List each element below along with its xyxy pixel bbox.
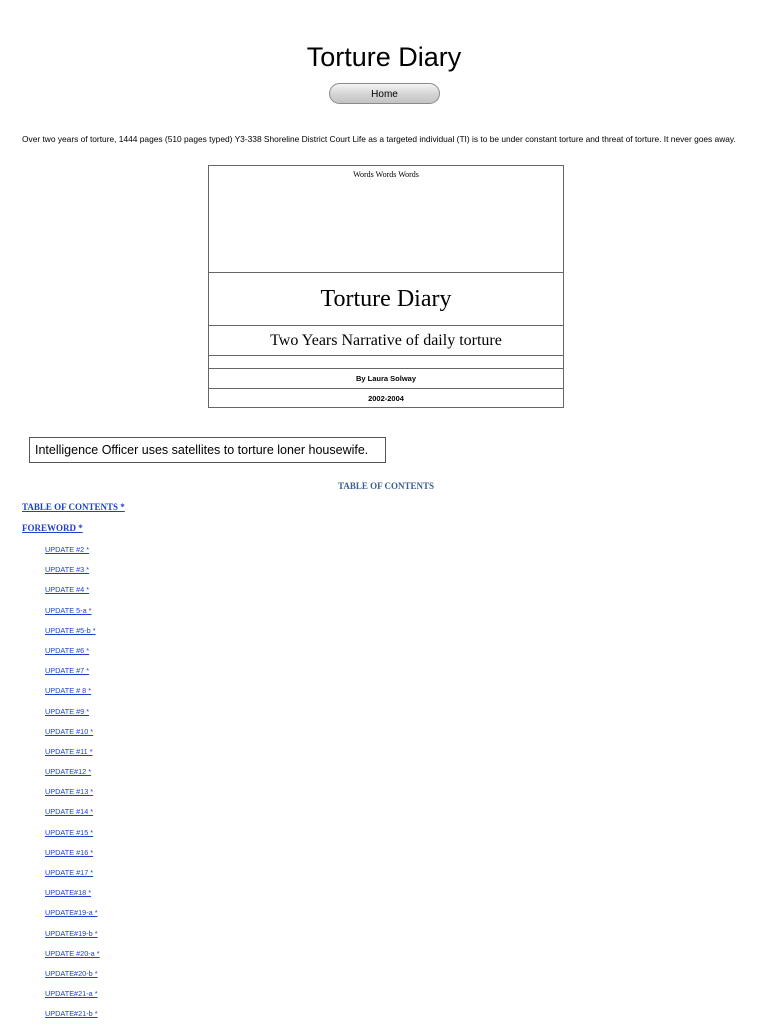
list-item xyxy=(45,968,100,988)
cover-subtitle: Two Years Narrative of daily torture xyxy=(270,332,502,349)
cover-table xyxy=(208,165,564,408)
list-item xyxy=(45,685,100,705)
list-item xyxy=(45,544,100,564)
update-link[interactable]: UPDATE #14 * xyxy=(45,807,94,817)
cover-years: 2002-2004 xyxy=(368,394,404,403)
list-item xyxy=(45,1008,100,1028)
update-link[interactable]: UPDATE #16 * xyxy=(45,847,94,857)
home-button[interactable]: Home xyxy=(329,83,440,104)
list-item xyxy=(45,665,100,685)
toc-link-foreword[interactable]: FOREWORD * xyxy=(22,523,83,533)
list-item xyxy=(45,625,100,645)
list-item xyxy=(45,726,100,746)
list-item xyxy=(45,948,100,968)
list-item xyxy=(45,645,100,665)
page-title: Torture Diary xyxy=(306,42,462,72)
list-item xyxy=(45,766,100,786)
update-link[interactable]: UPDATE#20-b * xyxy=(45,968,98,978)
toc-heading: TABLE OF CONTENTS xyxy=(337,481,435,491)
update-link[interactable]: UPDATE #9 * xyxy=(45,706,90,716)
list-item xyxy=(45,806,100,826)
cover-top-label: Words Words Words xyxy=(353,170,419,179)
update-link[interactable]: UPDATE #7 * xyxy=(45,666,90,676)
list-item xyxy=(45,887,100,907)
update-link[interactable]: UPDATE #13 * xyxy=(45,787,94,797)
update-link[interactable]: UPDATE 5-a * xyxy=(45,605,92,615)
list-item xyxy=(45,928,100,948)
toc-link-table-of-contents[interactable]: TABLE OF CONTENTS * xyxy=(22,502,125,512)
update-link[interactable]: UPDATE #10 * xyxy=(45,726,94,736)
list-item xyxy=(45,584,100,604)
update-link[interactable]: UPDATE#21-b * xyxy=(45,1009,98,1019)
update-link[interactable]: UPDATE#21-a * xyxy=(45,989,98,999)
update-link[interactable]: UPDATE #6 * xyxy=(45,645,90,655)
update-link[interactable]: UPDATE #11 * xyxy=(45,746,93,756)
update-link[interactable]: UPDATE #2 * xyxy=(45,545,90,554)
list-item xyxy=(45,827,100,847)
update-link[interactable]: UPDATE #17 * xyxy=(45,868,94,877)
cover-years-row xyxy=(209,388,563,408)
update-link[interactable]: UPDATE # 8 * xyxy=(45,686,92,696)
intro-text: Over two years of torture, 1444 pages (510 pages typed) Y3-338 Shoreline District Court Life as a targeted individual (TI) is to be under constant torture and threat of torture. It never goes away. xyxy=(22,134,736,144)
update-link[interactable]: UPDATE#19-b * xyxy=(45,928,98,938)
cover-blank-row xyxy=(209,355,563,369)
cover-author-row xyxy=(209,368,563,389)
update-list xyxy=(45,544,100,1029)
list-item xyxy=(45,988,100,1008)
update-link[interactable]: UPDATE #20-a * xyxy=(45,948,100,958)
list-item xyxy=(45,867,100,887)
cover-title: Torture Diary xyxy=(320,286,452,312)
list-item xyxy=(45,786,100,806)
update-link[interactable]: UPDATE #4 * xyxy=(45,585,90,595)
update-link[interactable]: UPDATE #3 * xyxy=(45,565,90,575)
list-item xyxy=(45,907,100,927)
list-item xyxy=(45,605,100,625)
list-item xyxy=(45,564,100,584)
update-link[interactable]: UPDATE #15 * xyxy=(45,827,94,837)
list-item xyxy=(45,746,100,766)
update-link[interactable]: UPDATE#18 * xyxy=(45,888,92,898)
update-link[interactable]: UPDATE #5-b * xyxy=(45,625,96,635)
cover-title-row xyxy=(209,272,563,326)
list-item xyxy=(45,847,100,867)
cover-author: By Laura Solway xyxy=(355,374,417,383)
caption-box: Intelligence Officer uses satellites to torture loner housewife. xyxy=(29,437,386,463)
list-item xyxy=(45,706,100,726)
update-link[interactable]: UPDATE#12 * xyxy=(45,767,92,777)
cover-subtitle-row xyxy=(209,325,563,356)
update-link[interactable]: UPDATE#19-a * xyxy=(45,908,98,918)
